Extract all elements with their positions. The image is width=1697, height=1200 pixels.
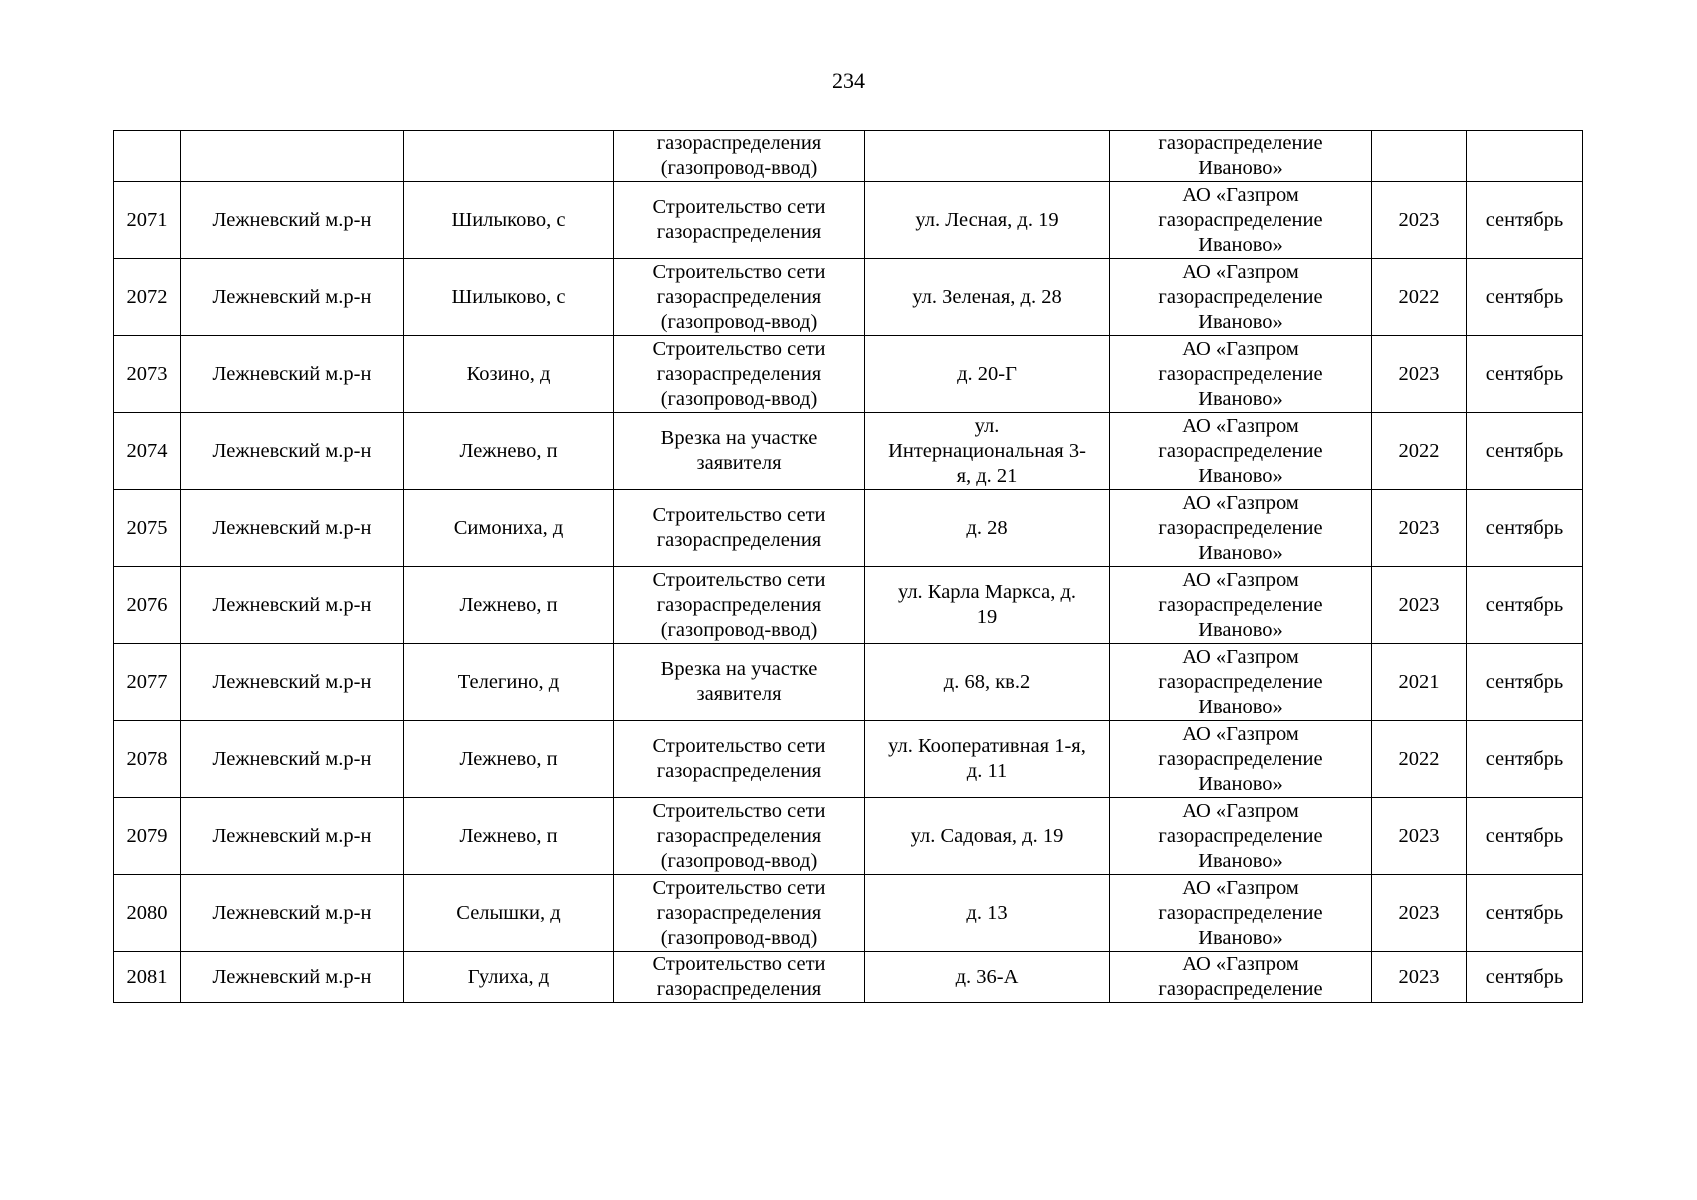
cell-year: 2023 (1372, 875, 1467, 952)
cell-number: 2074 (114, 413, 181, 490)
cell-address (865, 131, 1110, 182)
cell-district: Лежневский м.р-н (181, 490, 404, 567)
table-row (114, 875, 1583, 952)
cell-district: Лежневский м.р-н (181, 259, 404, 336)
cell-address: д. 68, кв.2 (865, 644, 1110, 721)
cell-settlement: Гулиха, д (404, 952, 614, 1003)
cell-year: 2023 (1372, 336, 1467, 413)
cell-number (114, 131, 181, 182)
cell-district: Лежневский м.р-н (181, 952, 404, 1003)
cell-year: 2022 (1372, 413, 1467, 490)
cell-address: д. 28 (865, 490, 1110, 567)
cell-district: Лежневский м.р-н (181, 413, 404, 490)
cell-month: сентябрь (1467, 644, 1583, 721)
cell-organization: АО «Газпром газораспределение (1110, 952, 1372, 1003)
cell-month: сентябрь (1467, 490, 1583, 567)
cell-district: Лежневский м.р-н (181, 336, 404, 413)
cell-number: 2081 (114, 952, 181, 1003)
cell-number: 2075 (114, 490, 181, 567)
cell-month: сентябрь (1467, 413, 1583, 490)
cell-address: д. 36-А (865, 952, 1110, 1003)
cell-month: сентябрь (1467, 259, 1583, 336)
page-number: 234 (832, 68, 865, 93)
table-row-continuation (114, 131, 1583, 182)
cell-address: ул. Интернациональная 3- я, д. 21 (865, 413, 1110, 490)
cell-organization: АО «Газпром газораспределение Иваново» (1110, 567, 1372, 644)
cell-year (1372, 131, 1467, 182)
cell-organization: АО «Газпром газораспределение Иваново» (1110, 336, 1372, 413)
cell-settlement: Шилыково, с (404, 182, 614, 259)
cell-organization: АО «Газпром газораспределение Иваново» (1110, 644, 1372, 721)
cell-work-type: Строительство сети газораспределения (газопровод-ввод) (614, 875, 865, 952)
cell-month: сентябрь (1467, 182, 1583, 259)
cell-month: сентябрь (1467, 798, 1583, 875)
cell-month: сентябрь (1467, 567, 1583, 644)
cell-settlement: Телегино, д (404, 644, 614, 721)
cell-address: ул. Садовая, д. 19 (865, 798, 1110, 875)
cell-year: 2023 (1372, 798, 1467, 875)
cell-district: Лежневский м.р-н (181, 644, 404, 721)
cell-year: 2023 (1372, 182, 1467, 259)
cell-district: Лежневский м.р-н (181, 875, 404, 952)
cell-address: д. 20-Г (865, 336, 1110, 413)
cell-work-type: Строительство сети газораспределения (газопровод-ввод) (614, 259, 865, 336)
cell-district: Лежневский м.р-н (181, 182, 404, 259)
cell-number: 2076 (114, 567, 181, 644)
cell-settlement: Симониха, д (404, 490, 614, 567)
cell-district: Лежневский м.р-н (181, 798, 404, 875)
table-row (114, 413, 1583, 490)
cell-month: сентябрь (1467, 721, 1583, 798)
table-row (114, 952, 1583, 1003)
cell-number: 2071 (114, 182, 181, 259)
cell-address: д. 13 (865, 875, 1110, 952)
cell-organization: АО «Газпром газораспределение Иваново» (1110, 875, 1372, 952)
cell-work-type: газораспределения (газопровод-ввод) (614, 131, 865, 182)
cell-organization: АО «Газпром газораспределение Иваново» (1110, 721, 1372, 798)
table-row (114, 644, 1583, 721)
cell-number: 2080 (114, 875, 181, 952)
cell-work-type: Строительство сети газораспределения (614, 952, 865, 1003)
cell-year: 2022 (1372, 259, 1467, 336)
cell-settlement: Лежнево, п (404, 567, 614, 644)
cell-number: 2072 (114, 259, 181, 336)
cell-work-type: Врезка на участке заявителя (614, 644, 865, 721)
cell-year: 2023 (1372, 490, 1467, 567)
table-row (114, 721, 1583, 798)
cell-number: 2078 (114, 721, 181, 798)
cell-address: ул. Лесная, д. 19 (865, 182, 1110, 259)
cell-address: ул. Карла Маркса, д. 19 (865, 567, 1110, 644)
table-row (114, 567, 1583, 644)
gasification-table (113, 130, 1583, 1003)
cell-month: сентябрь (1467, 875, 1583, 952)
cell-month: сентябрь (1467, 336, 1583, 413)
cell-settlement: Лежнево, п (404, 721, 614, 798)
cell-month: сентябрь (1467, 952, 1583, 1003)
cell-address: ул. Кооперативная 1-я, д. 11 (865, 721, 1110, 798)
cell-settlement: Шилыково, с (404, 259, 614, 336)
cell-year: 2023 (1372, 567, 1467, 644)
cell-year: 2023 (1372, 952, 1467, 1003)
cell-number: 2077 (114, 644, 181, 721)
table-body (114, 131, 1583, 1003)
cell-work-type: Строительство сети газораспределения (614, 721, 865, 798)
cell-district: Лежневский м.р-н (181, 567, 404, 644)
cell-number: 2073 (114, 336, 181, 413)
cell-year: 2022 (1372, 721, 1467, 798)
cell-organization: АО «Газпром газораспределение Иваново» (1110, 413, 1372, 490)
cell-district (181, 131, 404, 182)
table-row (114, 490, 1583, 567)
cell-settlement: Козино, д (404, 336, 614, 413)
cell-number: 2079 (114, 798, 181, 875)
cell-work-type: Строительство сети газораспределения (газопровод-ввод) (614, 798, 865, 875)
table-row (114, 182, 1583, 259)
cell-settlement (404, 131, 614, 182)
cell-organization: АО «Газпром газораспределение Иваново» (1110, 259, 1372, 336)
cell-work-type: Строительство сети газораспределения (614, 490, 865, 567)
cell-work-type: Строительство сети газораспределения (газопровод-ввод) (614, 567, 865, 644)
cell-organization: АО «Газпром газораспределение Иваново» (1110, 798, 1372, 875)
cell-work-type: Строительство сети газораспределения (газопровод-ввод) (614, 336, 865, 413)
cell-organization: АО «Газпром газораспределение Иваново» (1110, 490, 1372, 567)
cell-address: ул. Зеленая, д. 28 (865, 259, 1110, 336)
table-row (114, 259, 1583, 336)
cell-settlement: Лежнево, п (404, 413, 614, 490)
cell-work-type: Врезка на участке заявителя (614, 413, 865, 490)
cell-district: Лежневский м.р-н (181, 721, 404, 798)
cell-organization: газораспределение Иваново» (1110, 131, 1372, 182)
cell-settlement: Лежнево, п (404, 798, 614, 875)
cell-work-type: Строительство сети газораспределения (614, 182, 865, 259)
table-row (114, 798, 1583, 875)
table-row (114, 336, 1583, 413)
cell-year: 2021 (1372, 644, 1467, 721)
cell-organization: АО «Газпром газораспределение Иваново» (1110, 182, 1372, 259)
cell-settlement: Селышки, д (404, 875, 614, 952)
cell-month (1467, 131, 1583, 182)
